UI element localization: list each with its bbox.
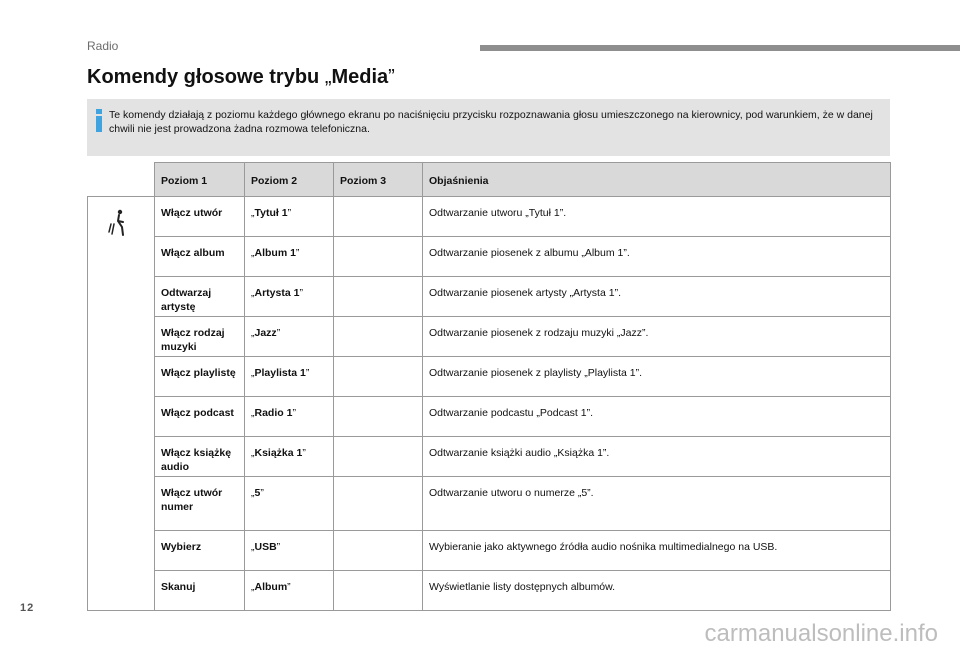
cell-level3 <box>334 277 423 317</box>
cell-level2: „Album” <box>245 571 334 611</box>
cell-level1: Skanuj <box>155 571 245 611</box>
cell-level2: „Tytuł 1” <box>245 197 334 237</box>
table-row <box>88 277 891 317</box>
cell-description: Odtwarzanie książki audio „Książka 1”. <box>423 437 891 477</box>
cell-level3 <box>334 531 423 571</box>
cell-level1: Włącz album <box>155 237 245 277</box>
cell-level3 <box>334 357 423 397</box>
table-row <box>88 237 891 277</box>
cell-description: Wybieranie jako aktywnego źródła audio nośnika multimedialnego na USB. <box>423 531 891 571</box>
cell-level2: „Radio 1” <box>245 397 334 437</box>
cell-level2: „Artysta 1” <box>245 277 334 317</box>
cell-level1: Włącz podcast <box>155 397 245 437</box>
cell-level1: Włącz utwór numer <box>155 477 245 531</box>
table-row <box>88 317 891 357</box>
voice-command-icon <box>107 209 133 237</box>
cell-level3 <box>334 571 423 611</box>
cell-level3 <box>334 477 423 531</box>
page-title-close-quote: ” <box>388 66 395 88</box>
cell-level1: Włącz książkę audio <box>155 437 245 477</box>
cell-level2: „USB” <box>245 531 334 571</box>
page-title-main: Komendy głosowe trybu <box>87 66 325 88</box>
info-text: Te komendy działają z poziomu każdego głównego ekranu po naciśnięciu przycisku rozpoznawania głosu umieszczonego na kierownicy, pod warunkiem, że w danej chwili nie jest prowadzona żadna rozmowa telefoniczna. <box>109 109 873 135</box>
table-row <box>88 571 891 611</box>
table-header: Objaśnienia <box>423 163 891 197</box>
table-header: Poziom 3 <box>334 163 423 197</box>
cell-level2: „Playlista 1” <box>245 357 334 397</box>
watermark: carmanualsonline.info <box>704 620 938 647</box>
cell-description: Odtwarzanie utworu „Tytuł 1”. <box>423 197 891 237</box>
voice-icon-cell <box>88 197 155 611</box>
page-title-open-quote: „ <box>324 66 332 88</box>
table-row <box>88 437 891 477</box>
cell-level1: Odtwarzaj artystę <box>155 277 245 317</box>
cell-level2: „Książka 1” <box>245 437 334 477</box>
cell-description: Odtwarzanie utworu o numerze „5”. <box>423 477 891 531</box>
table-row <box>88 397 891 437</box>
voice-commands-table <box>87 162 891 611</box>
section-rule <box>480 45 960 51</box>
cell-description: Odtwarzanie piosenek z playlisty „Playlista 1”. <box>423 357 891 397</box>
cell-level3 <box>334 437 423 477</box>
cell-description: Odtwarzanie piosenek z albumu „Album 1”. <box>423 237 891 277</box>
page-title-word: Media <box>331 66 389 88</box>
cell-level2: „5” <box>245 477 334 531</box>
table-header-row <box>88 163 891 197</box>
cell-description: Odtwarzanie piosenek artysty „Artysta 1”. <box>423 277 891 317</box>
cell-description: Odtwarzanie piosenek z rodzaju muzyki „Jazz”. <box>423 317 891 357</box>
info-icon <box>95 109 103 131</box>
cell-level2: „Jazz” <box>245 317 334 357</box>
table-row <box>88 477 891 531</box>
cell-level1: Włącz utwór <box>155 197 245 237</box>
cell-level3 <box>334 397 423 437</box>
table-header: Poziom 2 <box>245 163 334 197</box>
table-row <box>88 531 891 571</box>
table-header: Poziom 1 <box>155 163 245 197</box>
cell-level2: „Album 1” <box>245 237 334 277</box>
cell-level1: Wybierz <box>155 531 245 571</box>
page-title <box>87 66 395 89</box>
cell-level3 <box>334 317 423 357</box>
info-box <box>87 99 890 156</box>
cell-level3 <box>334 197 423 237</box>
table-header-blank <box>88 163 155 197</box>
table-row <box>88 357 891 397</box>
cell-level1: Włącz rodzaj muzyki <box>155 317 245 357</box>
cell-level1: Włącz playlistę <box>155 357 245 397</box>
table-row <box>88 197 891 237</box>
cell-description: Odtwarzanie podcastu „Podcast 1”. <box>423 397 891 437</box>
cell-level3 <box>334 237 423 277</box>
section-label: Radio <box>87 39 119 53</box>
page-number: 12 <box>20 602 35 614</box>
cell-description: Wyświetlanie listy dostępnych albumów. <box>423 571 891 611</box>
